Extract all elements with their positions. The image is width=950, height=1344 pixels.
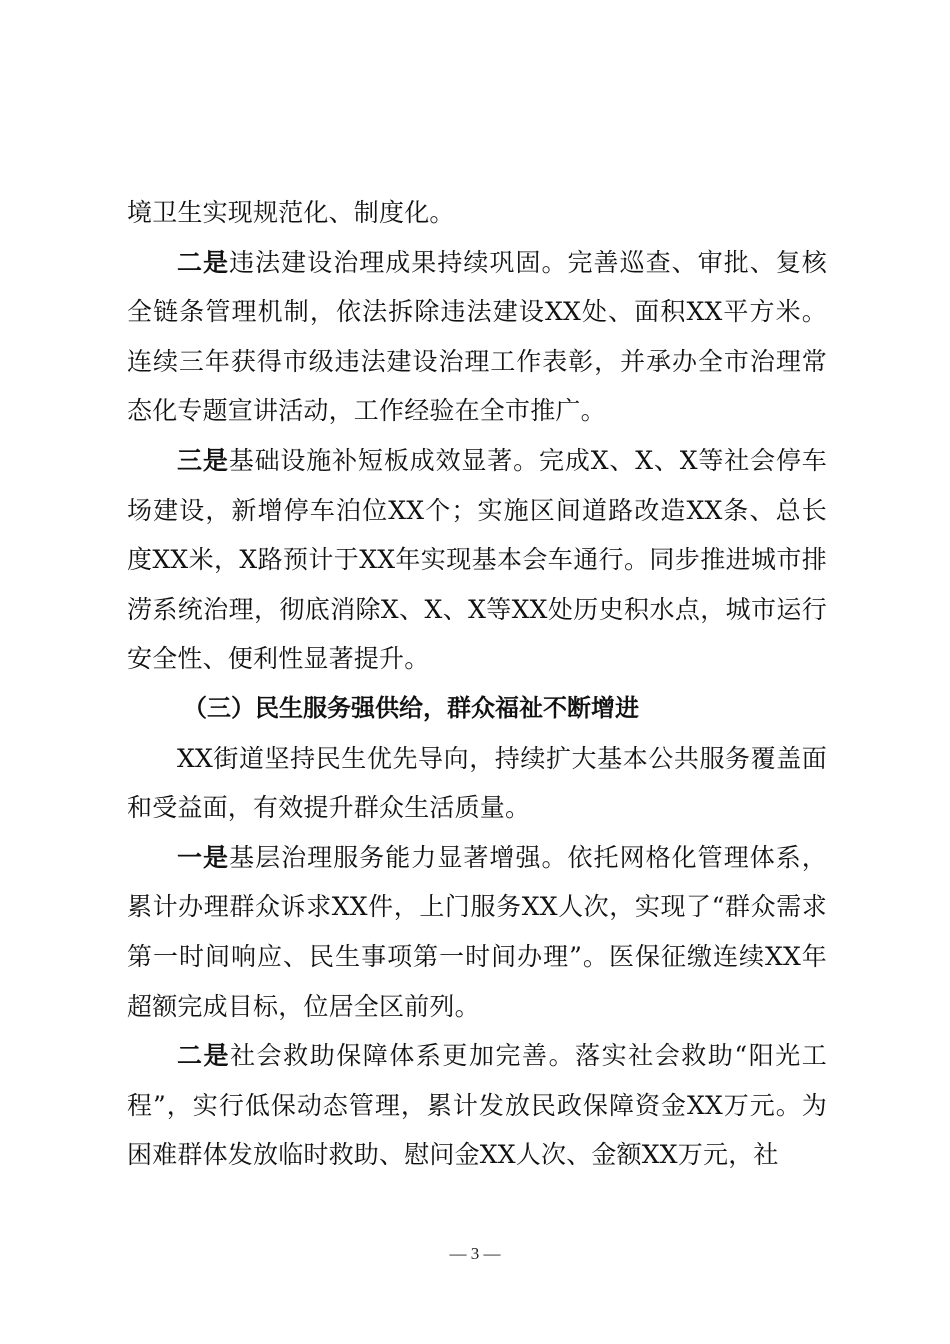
section-heading: （三）民生服务强供给，群众福祉不断增进 — [183, 693, 639, 722]
paragraph-continuation — [127, 188, 827, 238]
paragraph-text: 违法建设治理成果持续巩固。完善巡查、审批、复核全链条管理机制，依法拆除违法建设XX处、面积XX平方米。连续三年获得市级违法建设治理工作表彰，并承办全市治理常态化专题宣讲活动，工作经验在全市推广。 — [127, 247, 827, 426]
paragraph-lead: 二是 — [177, 247, 230, 277]
paragraph-text: 基础设施补短板成效显著。完成X、X、X等社会停车场建设，新增停车泊位XX个；实施区间道路改造XX条、总长度XX米，X路预计于XX年实现基本会车通行。同步推进城市排涝系统治理，彻底消除X、X、X等XX处历史积水点，城市运行安全性、便利性显著提升。 — [127, 445, 827, 674]
paragraph-text: XX街道坚持民生优先导向，持续扩大基本公共服务覆盖面和受益面，有效提升群众生活质量。 — [127, 743, 827, 823]
paragraph-lead: 三是 — [177, 445, 229, 475]
document-body — [127, 188, 827, 1180]
paragraph-text: 境卫生实现规范化、制度化。 — [127, 198, 455, 227]
page-number: — 3 — — [449, 1244, 501, 1263]
paragraph-illegal-construction — [127, 238, 827, 436]
paragraph-grassroots-governance — [127, 833, 827, 1031]
paragraph-lead: 一是 — [177, 842, 230, 872]
paragraph-lead: 二是 — [177, 1041, 231, 1071]
paragraph-infrastructure — [127, 436, 827, 684]
paragraph-text: 基层治理服务能力显著增强。依托网格化管理体系，累计办理群众诉求XX件，上门服务XX人次，实现了“群众需求第一时间响应、民生事项第一时间办理”。医保征缴连续XX年超额完成目标，位居全区前列。 — [127, 842, 827, 1021]
paragraph-text: 社会救助保障体系更加完善。落实社会救助“阳光工程”，实行低保动态管理，累计发放民政保障资金XX万元。为困难群体发放临时救助、慰问金XX人次、金额XX万元，社 — [127, 1041, 827, 1170]
paragraph-section-intro — [127, 734, 827, 833]
paragraph-social-assistance — [127, 1031, 827, 1180]
